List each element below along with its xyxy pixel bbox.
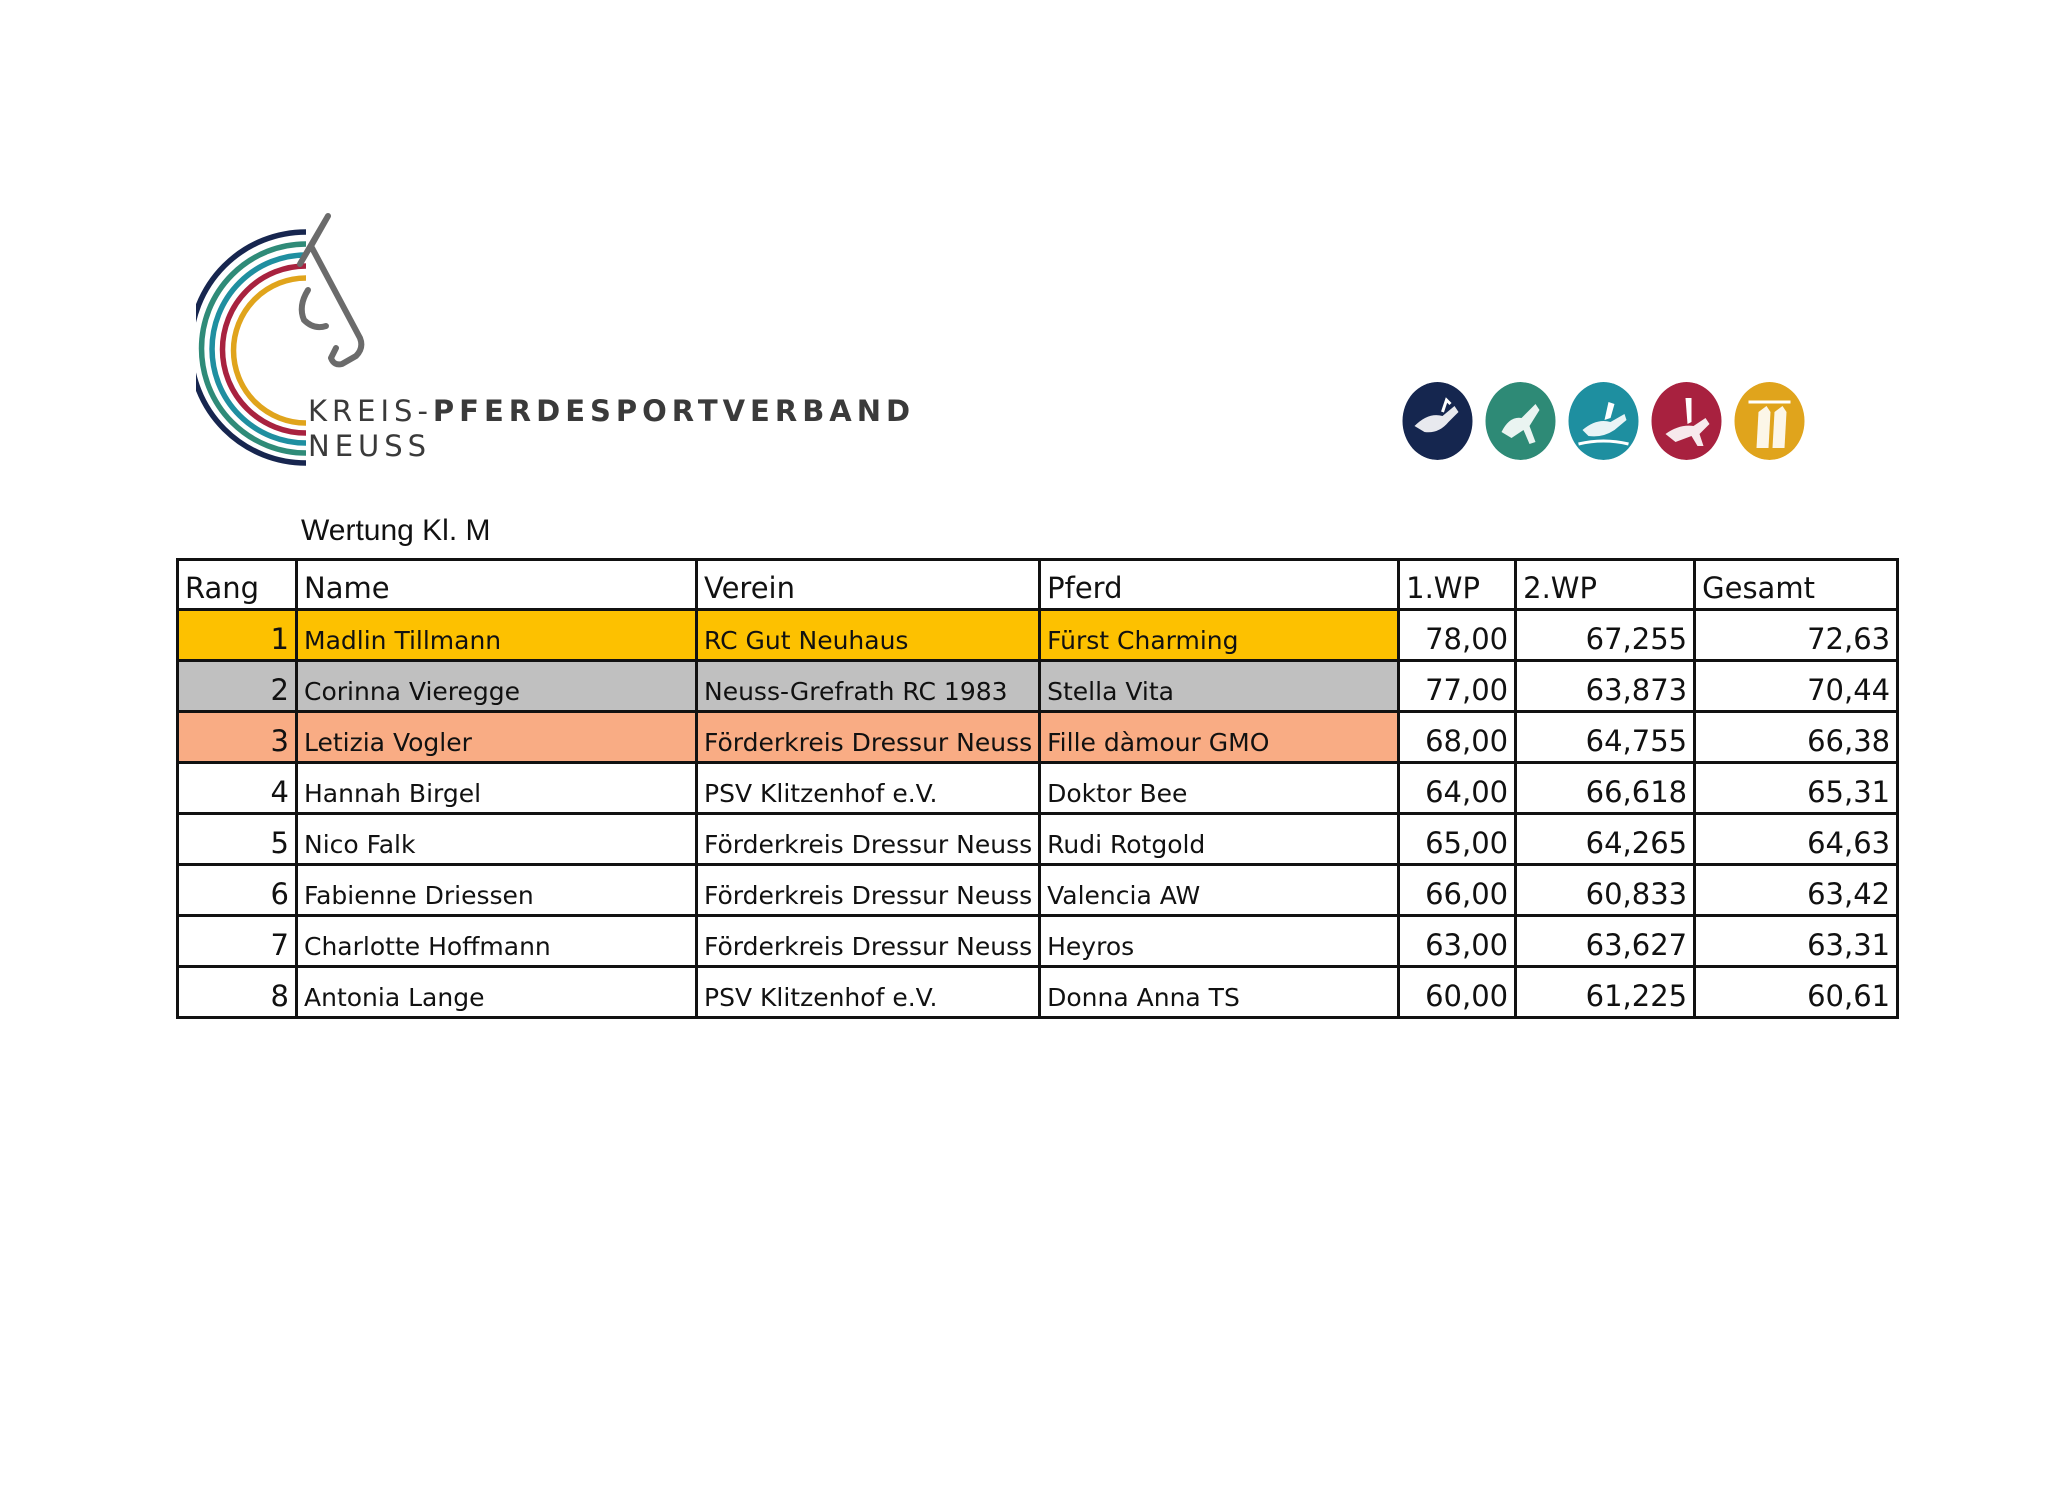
header-pferd: Pferd: [1040, 560, 1399, 610]
results-table: [176, 558, 1899, 1019]
cell-rang: 5: [178, 814, 297, 865]
table-row: [178, 967, 1898, 1018]
cell-verein: Förderkreis Dressur Neuss: [697, 865, 1040, 916]
cell-name: Hannah Birgel: [297, 763, 697, 814]
org-name: [308, 394, 915, 464]
cell-rang: 2: [178, 661, 297, 712]
cell-verein: RC Gut Neuhaus: [697, 610, 1040, 661]
cell-name: Antonia Lange: [297, 967, 697, 1018]
cell-verein: Förderkreis Dressur Neuss: [697, 712, 1040, 763]
header-wp2: 2.WP: [1516, 560, 1695, 610]
discipline-icons: [1402, 382, 1805, 462]
cell-pferd: Stella Vita: [1040, 661, 1399, 712]
cell-wp1: 64,00: [1399, 763, 1516, 814]
cell-wp2: 67,255: [1516, 610, 1695, 661]
cell-rang: 3: [178, 712, 297, 763]
cell-wp2: 66,618: [1516, 763, 1695, 814]
cell-pferd: Heyros: [1040, 916, 1399, 967]
cell-pferd: Donna Anna TS: [1040, 967, 1399, 1018]
show-jumping-icon: [1402, 382, 1473, 460]
cell-wp1: 65,00: [1399, 814, 1516, 865]
table-row: [178, 865, 1898, 916]
table-row: [178, 763, 1898, 814]
table-row: [178, 916, 1898, 967]
cell-gesamt: 63,42: [1695, 865, 1898, 916]
cell-pferd: Fille dàmour GMO: [1040, 712, 1399, 763]
org-name-prefix: KREIS-: [308, 394, 433, 428]
cell-rang: 8: [178, 967, 297, 1018]
cell-verein: Förderkreis Dressur Neuss: [697, 916, 1040, 967]
cell-verein: Förderkreis Dressur Neuss: [697, 814, 1040, 865]
header-verein: Verein: [697, 560, 1040, 610]
cell-wp1: 78,00: [1399, 610, 1516, 661]
cell-gesamt: 65,31: [1695, 763, 1898, 814]
cell-pferd: Rudi Rotgold: [1040, 814, 1399, 865]
cell-wp1: 66,00: [1399, 865, 1516, 916]
cell-name: Corinna Vieregge: [297, 661, 697, 712]
cell-name: Nico Falk: [297, 814, 697, 865]
cell-wp2: 60,833: [1516, 865, 1695, 916]
cell-wp2: 64,265: [1516, 814, 1695, 865]
cell-wp2: 63,873: [1516, 661, 1695, 712]
cell-verein: Neuss-Grefrath RC 1983: [697, 661, 1040, 712]
cell-verein: PSV Klitzenhof e.V.: [697, 763, 1040, 814]
table-row: [178, 610, 1898, 661]
org-name-main: PFERDESPORTVERBAND: [432, 394, 916, 428]
cell-wp2: 64,755: [1516, 712, 1695, 763]
org-logo: [196, 198, 916, 468]
cell-verein: PSV Klitzenhof e.V.: [697, 967, 1040, 1018]
header-gesamt: Gesamt: [1695, 560, 1898, 610]
cell-name: Fabienne Driessen: [297, 865, 697, 916]
table-row: [178, 661, 1898, 712]
eventing-icon: [1485, 382, 1556, 460]
driving-icon: [1734, 382, 1805, 460]
cell-gesamt: 64,63: [1695, 814, 1898, 865]
cell-wp1: 63,00: [1399, 916, 1516, 967]
header-wp1: 1.WP: [1399, 560, 1516, 610]
org-name-city: NEUSS: [308, 429, 432, 463]
cell-gesamt: 60,61: [1695, 967, 1898, 1018]
cell-name: Madlin Tillmann: [297, 610, 697, 661]
cell-pferd: Doktor Bee: [1040, 763, 1399, 814]
vaulting-icon: [1651, 382, 1722, 460]
table-row: [178, 712, 1898, 763]
cell-wp2: 63,627: [1516, 916, 1695, 967]
table-row: [178, 814, 1898, 865]
cell-gesamt: 70,44: [1695, 661, 1898, 712]
cell-gesamt: 63,31: [1695, 916, 1898, 967]
cell-wp1: 77,00: [1399, 661, 1516, 712]
cell-wp1: 60,00: [1399, 967, 1516, 1018]
cell-wp2: 61,225: [1516, 967, 1695, 1018]
cell-rang: 1: [178, 610, 297, 661]
cell-rang: 4: [178, 763, 297, 814]
header-rang: Rang: [178, 560, 297, 610]
results-title: Wertung Kl. M: [301, 514, 491, 547]
cell-wp1: 68,00: [1399, 712, 1516, 763]
cell-name: Letizia Vogler: [297, 712, 697, 763]
cell-name: Charlotte Hoffmann: [297, 916, 697, 967]
cell-rang: 7: [178, 916, 297, 967]
header-name: Name: [297, 560, 697, 610]
cross-country-icon: [1568, 382, 1639, 460]
cell-gesamt: 66,38: [1695, 712, 1898, 763]
cell-gesamt: 72,63: [1695, 610, 1898, 661]
table-header-row: [178, 560, 1898, 610]
cell-pferd: Valencia AW: [1040, 865, 1399, 916]
cell-rang: 6: [178, 865, 297, 916]
cell-pferd: Fürst Charming: [1040, 610, 1399, 661]
